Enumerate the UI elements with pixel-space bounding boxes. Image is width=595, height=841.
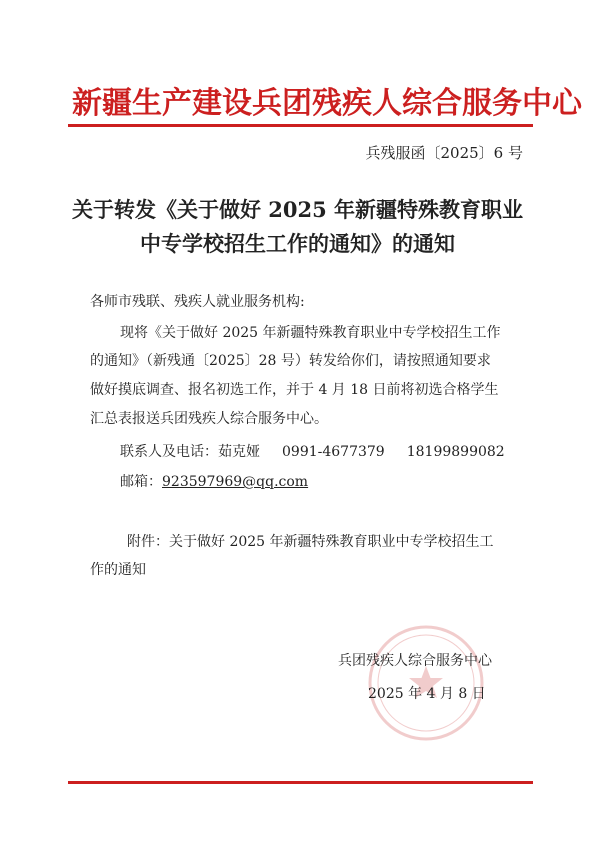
- body-text-line-3: 做好摸底调查、报名初选工作，并于 4 月 18 日前将初选合格学生: [90, 382, 499, 398]
- contact-line: [120, 441, 527, 461]
- recipient-line: 各师市残联、残疾人就业服务机构:: [90, 294, 305, 310]
- body-text-line-4: 汇总表报送兵团残疾人综合服务中心。: [90, 411, 328, 427]
- contact-label: 联系人及电话：: [120, 444, 218, 460]
- document-title-line-2: 中专学校招生工作的通知》的通知: [140, 231, 455, 256]
- letterhead-org-name: 新疆生产建设兵团残疾人综合服务中心: [72, 86, 582, 121]
- document-title-line-1: 关于转发《关于做好 2025 年新疆特殊教育职业: [71, 197, 524, 222]
- contact-phone-2: 18199899082: [406, 444, 505, 460]
- body-text-line-2: 的通知》（新残通〔2025〕28 号）转发给你们，请按照通知要求: [90, 353, 491, 369]
- footer-red-rule: [68, 781, 533, 784]
- attachment-line-1: 附件：关于做好 2025 年新疆特殊教育职业中专学校招生工: [127, 534, 494, 550]
- contact-name: 茹克娅: [218, 444, 260, 460]
- attachment-line-2: 作的通知: [90, 562, 146, 578]
- email-link[interactable]: 923597969@qq.com: [162, 474, 309, 490]
- contact-phone-1: 0991-4677379: [282, 444, 385, 460]
- email-label: 邮箱：: [120, 474, 162, 490]
- signature-date: 2025 年 4 月 8 日: [368, 686, 486, 702]
- letterhead-red-rule: [68, 124, 533, 127]
- body-text-line-1: 现将《关于做好 2025 年新疆特殊教育职业中专学校招生工作: [120, 325, 501, 341]
- email-line: [120, 471, 308, 491]
- document-number: 兵残服函〔2025〕6 号: [365, 144, 523, 162]
- signature-organization: 兵团残疾人综合服务中心: [338, 653, 492, 669]
